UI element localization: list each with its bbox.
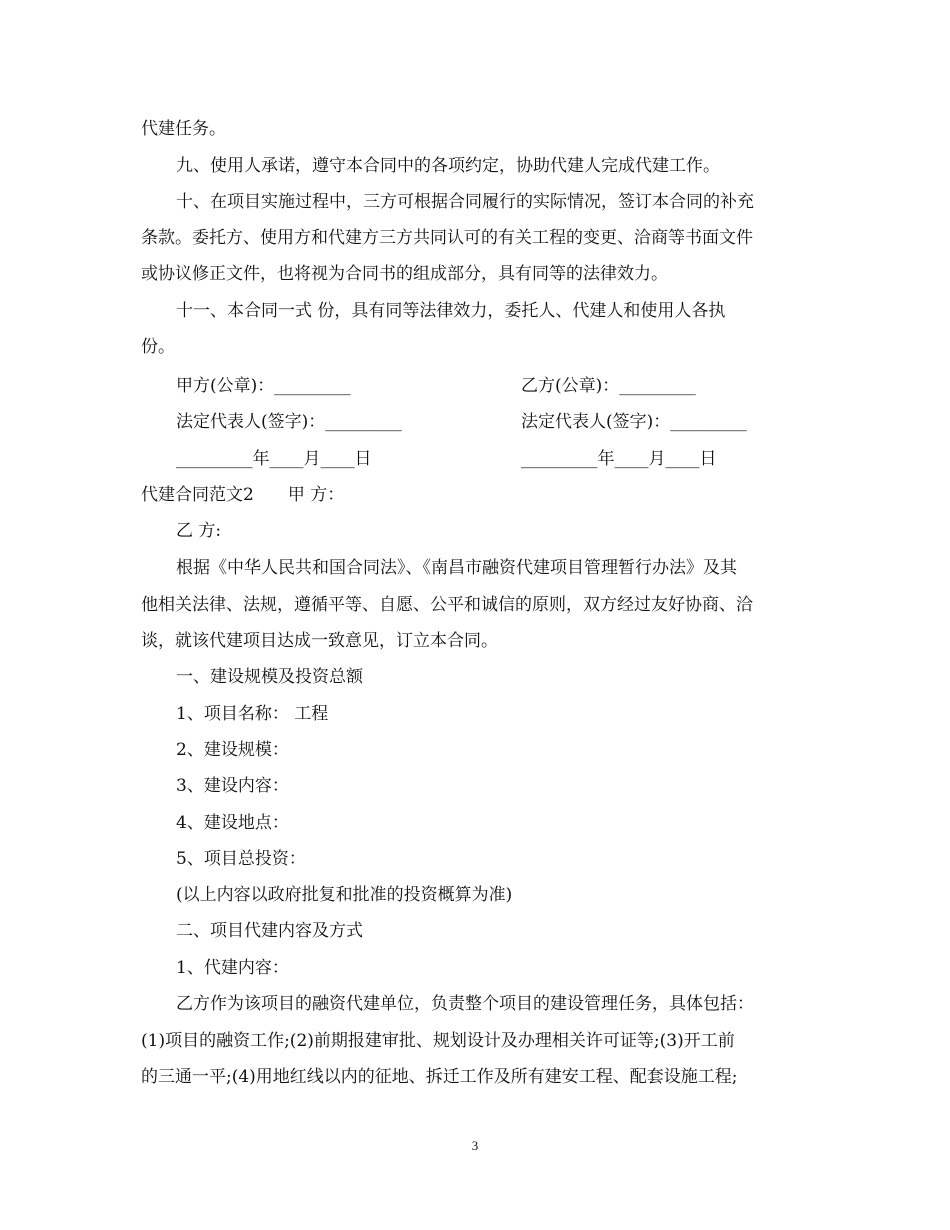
party-a-seal: 甲方(公章)：_________: [176, 376, 351, 396]
text-line: 或协议修正文件，也将视为合同书的组成部分，具有同等的法律效力。: [141, 264, 668, 284]
party-a-date: _________年____月____日: [176, 449, 372, 469]
text-line: 代建任务。: [141, 119, 226, 139]
party-b-representative: 法定代表人(签字)：_________: [521, 412, 747, 432]
body-line: 的三通一平;(4)用地红线以内的征地、拆迁工作及所有建安工程、配套设施工程;: [141, 1067, 738, 1087]
party-b-seal: 乙方(公章)：_________: [521, 376, 696, 396]
page-number: 3: [471, 1138, 479, 1153]
body-line: 5、项目总投资：: [176, 849, 306, 869]
body-line: (以上内容以政府批复和批准的投资概算为准): [176, 885, 513, 905]
body-line: 4、建设地点：: [176, 813, 289, 833]
body-line: 一、建设规模及投资总额: [176, 667, 363, 687]
body-line: 谈，就该代建项目达成一致意见，订立本合同。: [141, 631, 498, 651]
body-line: 1、项目名称： 工程: [176, 704, 329, 724]
party-a-representative: 法定代表人(签字)：_________: [176, 412, 402, 432]
body-line: 2、建设规模：: [176, 740, 289, 760]
clause-eleven: 十一、本合同一式 份，具有同等法律效力，委托人、代建人和使用人各执: [176, 301, 726, 321]
body-line: (1)项目的融资工作;(2)前期报建审批、规划设计及办理相关许可证等;(3)开工前: [141, 1031, 735, 1051]
body-line: 根据《中华人民共和国合同法》、《南昌市融资代建项目管理暂行办法》及其: [176, 558, 737, 578]
body-line: 3、建设内容：: [176, 776, 289, 796]
clause-ten: 十、在项目实施过程中，三方可根据合同履行的实际情况，签订本合同的补充: [176, 192, 754, 212]
text-line: 份。: [141, 337, 175, 357]
body-line: 他相关法律、法规，遵循平等、自愿、公平和诚信的原则，双方经过友好协商、洽: [141, 595, 753, 615]
party-b-label: 乙 方:: [176, 521, 222, 541]
body-line: 二、项目代建内容及方式: [176, 921, 363, 941]
text-line: 条款。委托方、使用方和代建方三方共同认可的有关工程的变更、洽商等书面文件: [141, 228, 753, 248]
clause-nine: 九、使用人承诺，遵守本合同中的各项约定，协助代建人完成代建工作。: [176, 156, 720, 176]
body-line: 乙方作为该项目的融资代建单位，负责整个项目的建设管理任务，具体包括：: [176, 994, 754, 1014]
section-heading: 代建合同范文2 甲 方：: [141, 485, 345, 505]
party-b-date: _________年____月____日: [521, 449, 717, 469]
body-line: 1、代建内容：: [176, 958, 289, 978]
